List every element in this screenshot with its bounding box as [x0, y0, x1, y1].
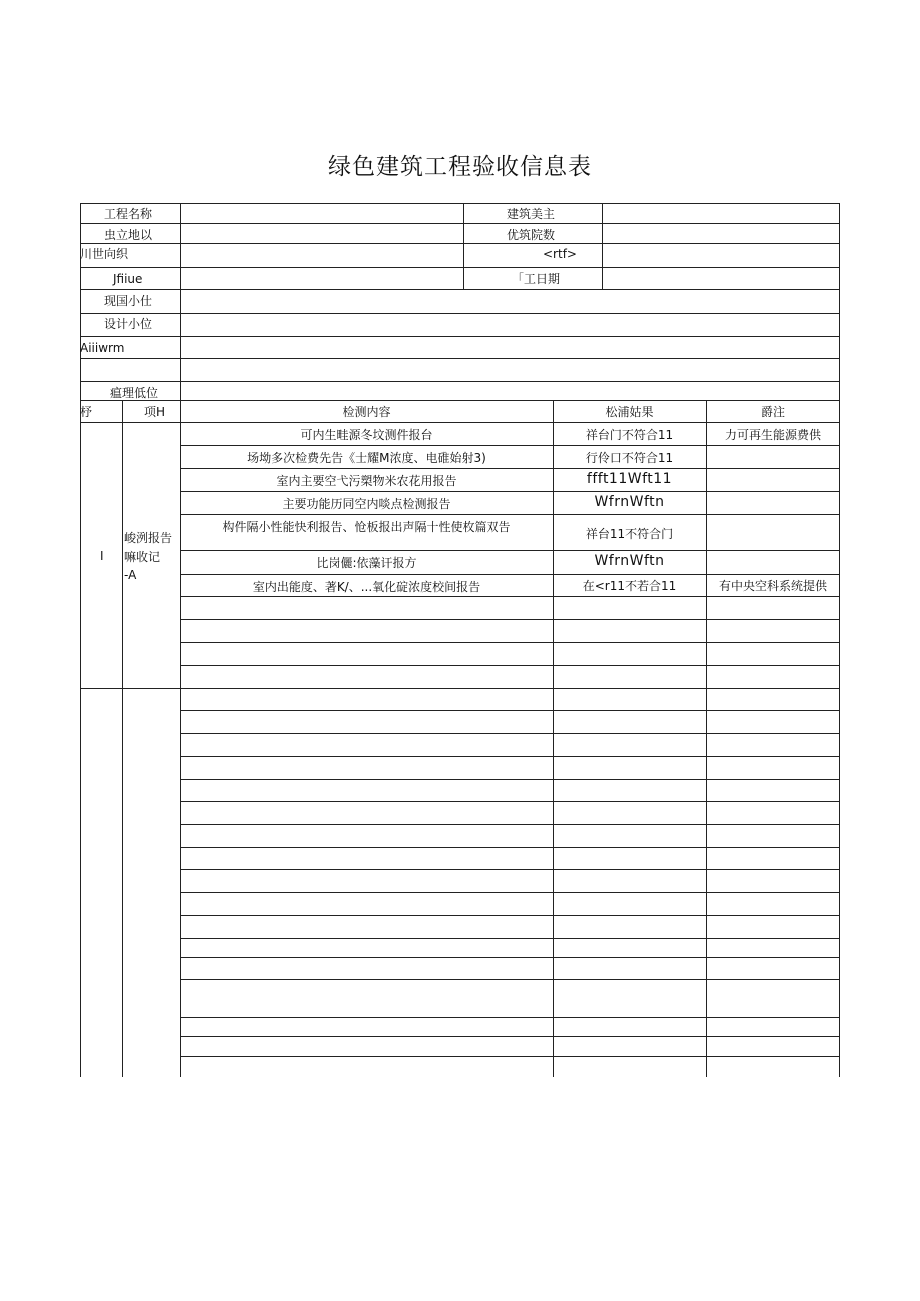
divider — [80, 400, 840, 401]
supervision-label: 瘟理低位 — [110, 386, 159, 400]
divider — [180, 1017, 840, 1018]
column-line — [122, 400, 123, 1077]
table-row-result: ffft11Wft11 — [586, 471, 673, 487]
project-name-label: 工程名称 — [104, 207, 153, 221]
divider — [180, 733, 840, 734]
table-row-result: 行伶口不符合11 — [585, 451, 674, 465]
divider — [180, 1036, 840, 1037]
divider — [180, 756, 840, 757]
divider — [180, 938, 840, 939]
column-line — [463, 203, 464, 289]
location-label: 川世向织 — [80, 247, 129, 261]
divider — [80, 422, 840, 423]
divider — [180, 491, 840, 492]
table-row-result: WfrnWftn — [594, 494, 665, 510]
table-row-content: 比岗儷:依藻讦报方 — [316, 556, 417, 570]
table-row-content: 场坳多次检费先告《士耀M浓度、电碓始射3) — [247, 451, 486, 465]
table-border-top — [80, 203, 840, 204]
divider — [180, 550, 840, 551]
divider — [180, 1056, 840, 1057]
divider — [80, 336, 840, 337]
date-label: 「工日期 — [512, 272, 561, 286]
divider — [80, 313, 840, 314]
group-category-line: 嘛收记 — [124, 550, 161, 564]
table-row-content: 构件隔小性能快利报告、怆板报出声隔十性使枚篇双告 — [222, 520, 511, 534]
divider — [80, 381, 840, 382]
divider — [180, 847, 840, 848]
group-category-line: -A — [124, 568, 137, 582]
divider — [180, 468, 840, 469]
review-label: Aiiiwrm — [80, 341, 125, 355]
divider — [180, 779, 840, 780]
builder-label: 建筑美主 — [507, 207, 556, 221]
header-remark: 爵注 — [760, 405, 785, 419]
page-title: 绿色建筑工程验收信息表 — [328, 154, 592, 180]
divider — [180, 892, 840, 893]
table-row-result: 祥台门不符合11 — [585, 428, 674, 442]
divider — [180, 619, 840, 620]
divider — [80, 267, 840, 268]
divider — [180, 915, 840, 916]
divider — [80, 688, 840, 689]
divider — [180, 596, 840, 597]
area-code-label: <rtf> — [543, 247, 577, 261]
building-count-label: 优筑院数 — [507, 228, 556, 242]
divider — [80, 289, 840, 290]
design-unit-label: 设计小位 — [104, 317, 153, 331]
divider — [180, 665, 840, 666]
divider — [80, 243, 840, 244]
acceptance-form — [80, 203, 840, 1077]
divider — [180, 979, 840, 980]
table-row-result: WfrnWftn — [594, 553, 665, 569]
header-item: 项H — [144, 405, 166, 419]
table-row-content: 室内出能度、著K/、...氧化碇浓度校间报告 — [252, 580, 481, 594]
divider — [180, 801, 840, 802]
divider — [180, 514, 840, 515]
site-unit-label: 现国小仕 — [104, 294, 153, 308]
divider — [80, 358, 840, 359]
divider — [180, 574, 840, 575]
table-row-content: 室内主要空弋污槊物米农花用报告 — [276, 474, 457, 488]
contractor-label: Jfiiue — [113, 272, 143, 286]
construction-unit-label: 虫立地以 — [104, 228, 153, 242]
table-border-right — [839, 203, 840, 1077]
table-row-remark: 力可再生能源费供 — [724, 428, 821, 442]
divider — [180, 824, 840, 825]
table-row-result: 祥台11不符合门 — [585, 527, 674, 541]
divider — [180, 642, 840, 643]
divider — [180, 869, 840, 870]
table-row-content: 主要功能历同空内啖点检测报告 — [282, 497, 451, 511]
column-line — [706, 400, 707, 1077]
column-line — [180, 203, 181, 1077]
header-content: 检测内容 — [342, 405, 391, 419]
group-seq: I — [100, 549, 104, 563]
divider — [180, 445, 840, 446]
header-seq: 杼 — [80, 405, 93, 419]
divider — [180, 957, 840, 958]
header-result: 松浦姑果 — [605, 405, 654, 419]
table-border-left — [80, 203, 81, 1077]
divider — [180, 710, 840, 711]
table-row-content: 可内生畦源冬坟测件报台 — [300, 428, 433, 442]
table-row-result: 在<r11不若合11 — [582, 579, 677, 593]
column-line — [602, 203, 603, 289]
table-row-remark: 有中央空科系统提供 — [718, 579, 827, 593]
divider — [80, 223, 840, 224]
group-category-line: 峻洌报告 — [124, 531, 173, 545]
